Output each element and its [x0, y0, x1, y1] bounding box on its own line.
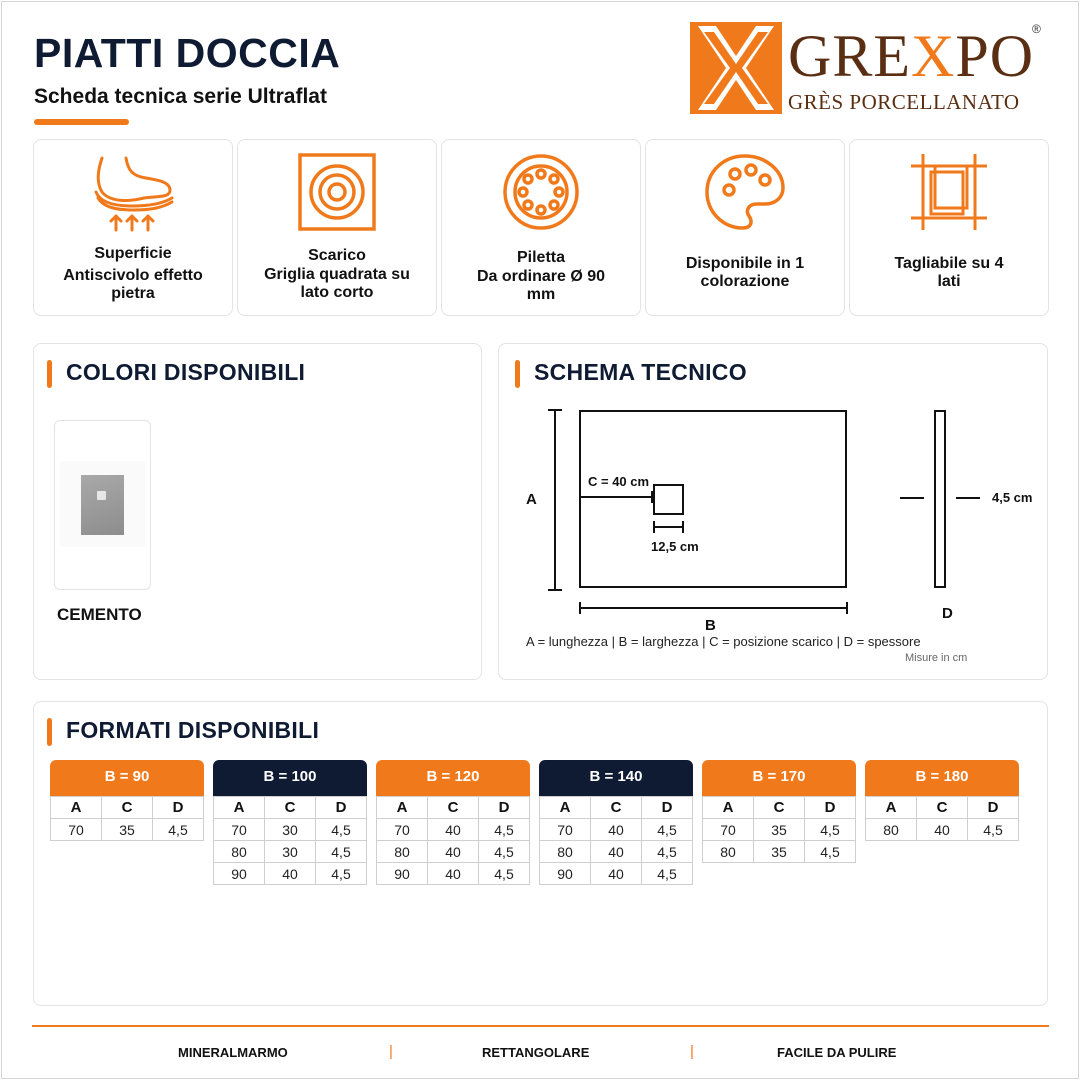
footer-item-mineralmarmo: MINERALMARMO	[178, 1045, 288, 1060]
table-cell: 4,5	[316, 819, 367, 841]
table-cell: 4,5	[316, 863, 367, 885]
format-dimensions-table	[702, 796, 856, 863]
table-cell: 4,5	[316, 841, 367, 863]
table-cell: 90	[377, 863, 428, 885]
table-row	[866, 819, 1019, 841]
format-dimensions-table	[539, 796, 693, 885]
section-accent	[47, 360, 52, 388]
table-row	[703, 819, 856, 841]
table-cell: 4,5	[642, 819, 693, 841]
format-dimensions-table	[376, 796, 530, 885]
schema-section-title: SCHEMA TECNICO	[534, 359, 747, 385]
palette-icon	[703, 152, 787, 232]
column-header: A	[377, 797, 428, 819]
feature-card-tagliabile	[849, 139, 1049, 316]
column-header: A	[540, 797, 591, 819]
column-header: D	[642, 797, 693, 819]
drain-square	[97, 491, 106, 500]
label-a: A	[526, 491, 537, 508]
feature-body: Disponibile in 1 colorazione	[685, 255, 805, 290]
format-header: B = 120	[376, 760, 530, 796]
column-header: D	[968, 797, 1019, 819]
grexpo-logo	[690, 22, 1050, 114]
logo-wordmark: GREXPO	[788, 23, 1035, 89]
format-dimensions-table	[50, 796, 204, 841]
square-drain-icon	[297, 152, 377, 232]
column-header: A	[51, 797, 102, 819]
format-table	[213, 760, 367, 885]
logo-tagline: GRÈS PORCELLANATO	[788, 90, 1020, 114]
label-thickness: 4,5 cm	[992, 490, 1033, 505]
table-row	[377, 863, 530, 885]
feature-card-colorazione	[645, 139, 845, 316]
color-name: CEMENTO	[57, 605, 142, 624]
units-note: Misure in cm	[905, 652, 968, 664]
format-table	[865, 760, 1019, 841]
table-cell: 70	[377, 819, 428, 841]
feature-body: Da ordinare Ø 90 mm	[476, 268, 606, 303]
table-cell: 40	[428, 841, 479, 863]
column-header: C	[754, 797, 805, 819]
round-drain-icon	[501, 152, 581, 232]
table-cell: 80	[703, 841, 754, 863]
column-header: C	[102, 797, 153, 819]
format-table	[50, 760, 204, 841]
section-accent	[515, 360, 520, 388]
table-cell: 4,5	[642, 863, 693, 885]
feature-body: Griglia quadrata su lato corto	[264, 266, 410, 301]
table-cell: 35	[754, 819, 805, 841]
footer-item-facile-da-pulire: FACILE DA PULIRE	[777, 1045, 897, 1060]
column-header: D	[316, 797, 367, 819]
footer-separator: |	[389, 1043, 393, 1060]
table-row	[51, 819, 204, 841]
title-underline	[34, 119, 129, 125]
feature-card-superficie	[33, 139, 233, 316]
foot-icon	[88, 152, 178, 232]
table-row	[214, 819, 367, 841]
table-cell: 30	[265, 819, 316, 841]
table-cell: 40	[265, 863, 316, 885]
feature-title: Scarico	[308, 247, 366, 264]
table-cell: 90	[540, 863, 591, 885]
table-cell: 40	[428, 863, 479, 885]
table-header-row	[540, 797, 693, 819]
logo-x-mark-icon	[690, 22, 782, 114]
label-c: C = 40 cm	[588, 474, 650, 489]
page-subtitle: Scheda tecnica serie Ultraflat	[34, 85, 327, 108]
section-accent	[47, 718, 52, 746]
format-header: B = 140	[539, 760, 693, 796]
feature-card-scarico	[237, 139, 437, 316]
table-header-row	[214, 797, 367, 819]
table-cell: 80	[214, 841, 265, 863]
table-cell: 4,5	[479, 819, 530, 841]
technical-diagram	[500, 400, 1040, 630]
table-cell: 70	[51, 819, 102, 841]
feature-title: Piletta	[516, 249, 565, 266]
feature-title: Superficie	[94, 245, 172, 262]
table-header-row	[51, 797, 204, 819]
feature-card-piletta	[441, 139, 641, 316]
column-header: A	[214, 797, 265, 819]
table-row	[703, 841, 856, 863]
table-row	[540, 819, 693, 841]
table-cell: 35	[754, 841, 805, 863]
table-cell: 40	[428, 819, 479, 841]
color-swatch	[60, 461, 145, 547]
feature-body: Tagliabile su 4 lati	[894, 255, 1004, 290]
formats-section-title: FORMATI DISPONIBILI	[66, 717, 320, 743]
table-cell: 4,5	[479, 841, 530, 863]
table-cell: 90	[214, 863, 265, 885]
table-cell: 80	[540, 841, 591, 863]
table-row	[214, 863, 367, 885]
footer-divider	[32, 1025, 1049, 1027]
table-cell: 4,5	[479, 863, 530, 885]
label-b: B	[705, 617, 716, 634]
table-cell: 70	[214, 819, 265, 841]
column-header: C	[265, 797, 316, 819]
feature-body: Antiscivolo effetto pietra	[63, 267, 203, 302]
format-header: B = 100	[213, 760, 367, 796]
column-header: D	[805, 797, 856, 819]
column-header: C	[591, 797, 642, 819]
column-header: A	[866, 797, 917, 819]
table-cell: 4,5	[153, 819, 204, 841]
format-dimensions-table	[865, 796, 1019, 841]
registered-mark: ®	[1032, 22, 1041, 36]
column-header: D	[153, 797, 204, 819]
table-header-row	[703, 797, 856, 819]
column-header: A	[703, 797, 754, 819]
table-header-row	[377, 797, 530, 819]
table-cell: 35	[102, 819, 153, 841]
format-dimensions-table	[213, 796, 367, 885]
table-cell: 4,5	[642, 841, 693, 863]
cut-frame-icon	[909, 152, 989, 232]
format-table	[702, 760, 856, 863]
format-header: B = 180	[865, 760, 1019, 796]
table-cell: 30	[265, 841, 316, 863]
format-table	[376, 760, 530, 885]
label-drain-size: 12,5 cm	[651, 539, 699, 554]
table-row	[540, 841, 693, 863]
table-row	[377, 819, 530, 841]
tile-preview	[81, 475, 124, 535]
table-cell: 70	[703, 819, 754, 841]
format-header: B = 170	[702, 760, 856, 796]
table-row	[377, 841, 530, 863]
footer-separator: |	[690, 1043, 694, 1060]
table-row	[540, 863, 693, 885]
column-header: C	[428, 797, 479, 819]
column-header: C	[917, 797, 968, 819]
table-cell: 40	[591, 819, 642, 841]
table-cell: 40	[591, 841, 642, 863]
table-cell: 4,5	[968, 819, 1019, 841]
diagram-legend: A = lunghezza | B = larghezza | C = posizione scarico | D = spessore	[526, 634, 921, 649]
footer-item-rettangolare: RETTANGOLARE	[482, 1045, 590, 1060]
format-header: B = 90	[50, 760, 204, 796]
page-title: PIATTI DOCCIA	[34, 30, 341, 76]
format-table	[539, 760, 693, 885]
table-cell: 80	[866, 819, 917, 841]
color-swatch-card[interactable]	[54, 420, 151, 590]
label-d: D	[942, 605, 953, 622]
column-header: D	[479, 797, 530, 819]
table-cell: 80	[377, 841, 428, 863]
table-row	[214, 841, 367, 863]
colors-section-title: COLORI DISPONIBILI	[66, 359, 306, 385]
table-cell: 70	[540, 819, 591, 841]
table-cell: 40	[917, 819, 968, 841]
table-cell: 4,5	[805, 841, 856, 863]
table-cell: 4,5	[805, 819, 856, 841]
table-header-row	[866, 797, 1019, 819]
table-cell: 40	[591, 863, 642, 885]
